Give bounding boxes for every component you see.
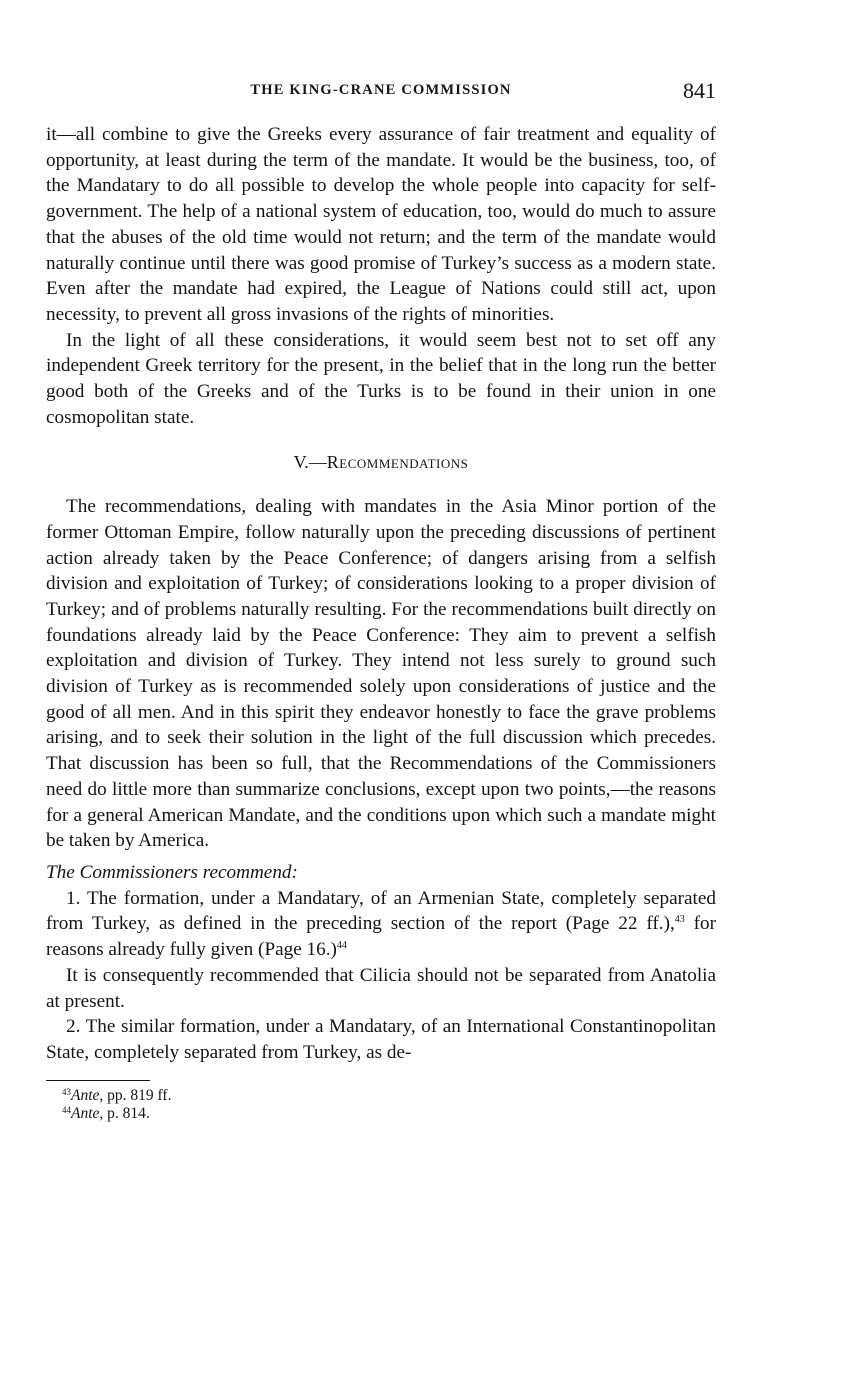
page [46,78,716,1123]
footnote-44 [62,1105,716,1123]
footnote-number: 44 [62,1104,71,1115]
paragraph-recommendations-intro: The recommendations, dealing with mandates in the Asia Minor portion of the former Ottoman Empire, follow naturally upon the preceding discussions of pertinent action already taken by the Peace Conference; of dangers arising from a selfish division and exploitation of Turkey; of considerations looking to a proper division of Turkey; and of problems naturally resulting. For the recommendations built directly on foundations already laid by the Peace Conference: They aim to prevent a selfish exploitation and division of Turkey. They intend not less surely to ground such division of Turkey as is recommended solely upon considerations of justice and the good of all men. And in this spirit they endeavor honestly to face the grave problems arising, and to seek their solution in the light of the full discussion which precedes. That discussion has been so full, that the Recommendations of the Commissioners need do little more than summarize conclusions, except upon two points,—the reasons for a general American Mandate, and the conditions upon which such a mandate might be taken by America. [46,496,716,852]
body-text [46,122,716,1066]
footnote-number: 43 [62,1086,71,1097]
footnote-ante: Ante [71,1086,100,1104]
footnote-pages: , pp. 819 ff. [99,1086,172,1104]
recommendation-item-1 [46,886,716,963]
footnote-divider [46,1080,150,1081]
paragraph-cilicia: It is consequently recommended that Cilicia should not be separated from Anatolia at present. [46,964,716,1012]
recommendation-item-2: 2. The similar formation, under a Mandatary, of an International Constantinopolitan State, completely separated from Turkey, as de- [46,1016,716,1063]
paragraph-continued: it—all combine to give the Greeks every assurance of fair treatment and equality of opportunity, at least during the term of the mandate. It would be the business, too, of the Mandatary to do all possible to develop the whole people into capacity for self-government. The help of a national system of education, too, would do much to assure that the abuses of the old time would not return; and the term of the mandate would naturally continue until there was good promise of Turkey’s success as a modern state. Even after the mandate had expired, the League of Nations could still act, upon necessity, to prevent all gross invasions of the rights of minorities. [46,124,716,325]
section-title: Recommendations [326,452,469,473]
footnotes [46,1087,716,1123]
page-header [46,78,716,108]
footnote-ref-43: 43 [674,914,685,926]
paragraph-considerations: In the light of all these considerations, it would seem best not to set off any independent Greek territory for the present, in the belief that in the long run the better good both of the Greeks and of the Turks is to be found in their union in one cosmopolitan state. [46,329,716,428]
footnote-pages: , p. 814. [99,1104,150,1122]
item1-mid: for reasons already fully given (Page 16.) [46,913,717,961]
footnote-43 [62,1087,716,1105]
footnote-ante: Ante [71,1104,100,1122]
page-number: 841 [683,78,716,103]
running-head: THE KING-CRANE COMMISSION [250,82,512,98]
section-numeral: V.— [293,452,327,473]
footnote-ref-44: 44 [336,940,347,952]
commissioners-recommend-heading: The Commissioners recommend: [46,861,298,883]
item1-text: 1. The formation, under a Mandatary, of an Armenian State, completely separated from Turkey, as defined in the preceding section of the report (Page 22 ff.), [46,887,716,935]
section-heading [46,450,716,476]
